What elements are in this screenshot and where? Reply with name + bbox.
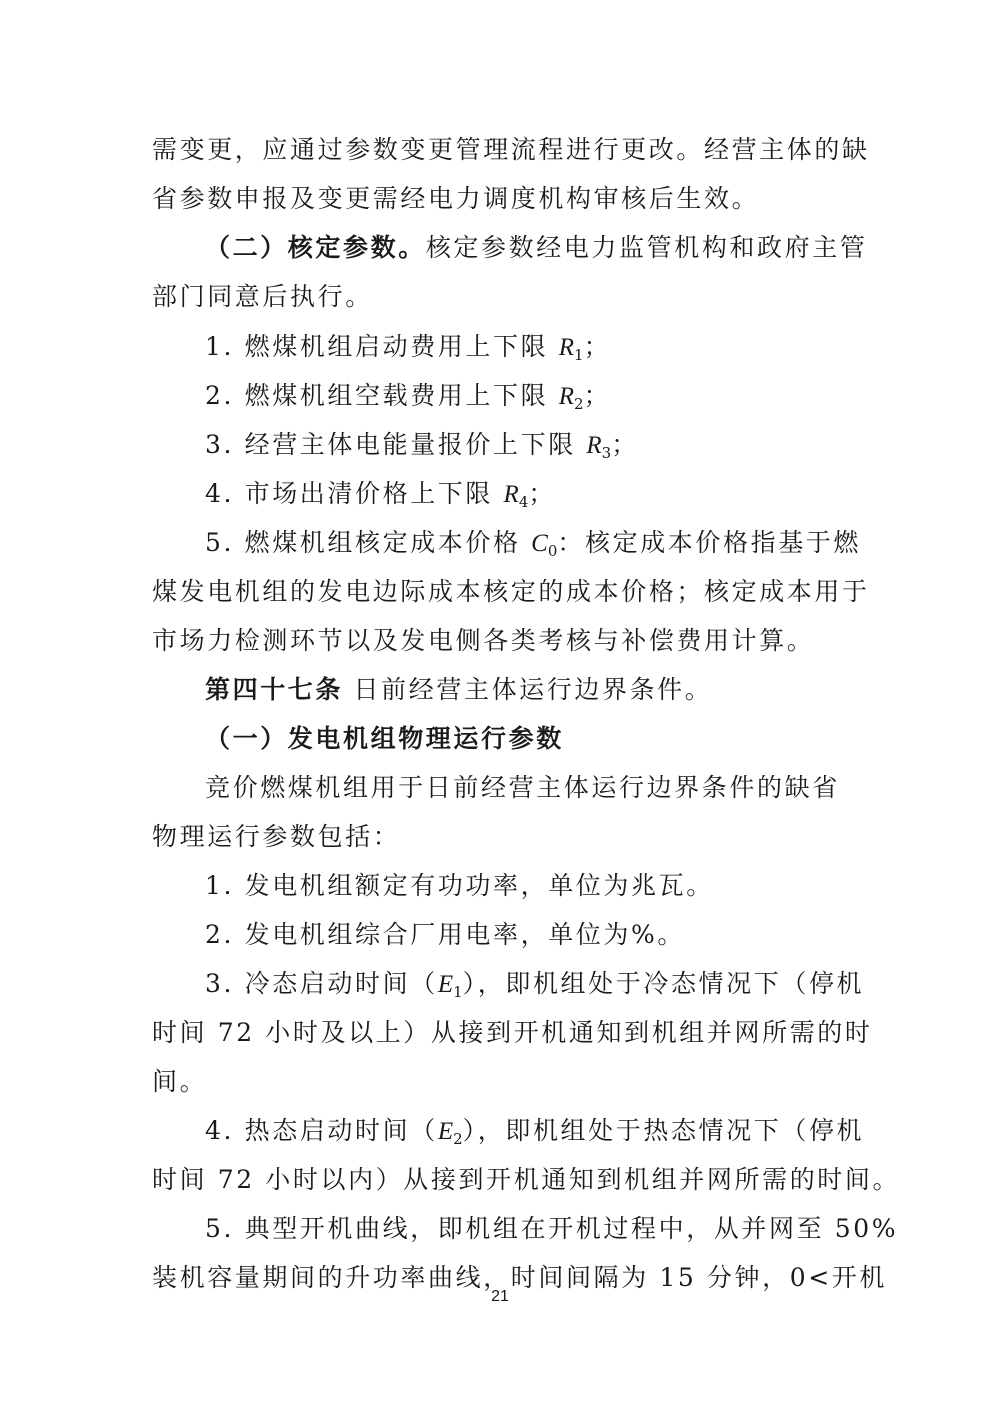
- subsection-heading: （一）发电机组物理运行参数: [205, 724, 564, 753]
- list-item: 5. 典型开机曲线，即机组在开机过程中，从并网至 50%: [205, 1214, 899, 1243]
- variable: R: [503, 481, 519, 508]
- list-item: [205, 378, 855, 422]
- text-line: 需变更，应通过参数变更管理流程进行更改。经营主体的缺: [152, 135, 870, 164]
- list-item-text: 3. 冷态启动时间（: [205, 969, 438, 998]
- article-heading: [205, 672, 855, 708]
- subscript: 3: [601, 444, 612, 462]
- list-item-text: ：核定成本价格指基于燃: [557, 528, 861, 557]
- text-line: 装机容量期间的升功率曲线，时间间隔为 15 分钟，0<开机: [152, 1263, 887, 1292]
- subscript: 0: [547, 542, 558, 560]
- section-text: 核定参数经电力监管机构和政府主管: [425, 233, 868, 262]
- text-line: 竞价燃煤机组用于日前经营主体运行边界条件的缺省: [205, 773, 840, 802]
- variable: R: [558, 383, 575, 410]
- list-item: [205, 476, 855, 520]
- subscript: 4: [518, 493, 529, 511]
- text-line: 省参数申报及变更需经电力调度机构审核后生效。: [152, 184, 760, 213]
- article-title: 第四十七条: [205, 675, 344, 704]
- list-item: [205, 1113, 865, 1157]
- list-item-text: 4. 热态启动时间（: [205, 1116, 438, 1145]
- subscript: 2: [453, 1130, 463, 1148]
- list-item: 1. 发电机组额定有功功率，单位为兆瓦。: [205, 871, 714, 900]
- page-number: 21: [491, 1288, 509, 1305]
- list-item-text: 5. 燃煤机组核定成本价格: [205, 528, 532, 557]
- punctuation: ；: [583, 332, 612, 361]
- list-item-text: 4. 市场出清价格上下限: [205, 479, 504, 508]
- subscript: 1: [574, 346, 584, 364]
- text-line: 物理运行参数包括：: [152, 822, 401, 851]
- list-item: 2. 发电机组综合厂用电率，单位为%。: [205, 920, 685, 949]
- list-item: [205, 329, 855, 373]
- article-text: 日前经营主体运行边界条件。: [343, 675, 713, 704]
- section-heading-line: [205, 230, 868, 266]
- text-line: 时间 72 小时以内）从接到开机通知到机组并网所需的时间。: [152, 1165, 901, 1194]
- punctuation: ；: [611, 430, 639, 459]
- text-line: 煤发电机组的发电边际成本核定的成本价格；核定成本用于: [152, 577, 870, 606]
- variable: R: [586, 432, 602, 459]
- punctuation: ；: [583, 381, 612, 410]
- list-item: [205, 427, 855, 471]
- text-line: 时间 72 小时及以上）从接到开机通知到机组并网所需的时: [152, 1018, 873, 1047]
- section-heading: （二）核定参数。: [205, 233, 426, 262]
- variable: E: [437, 971, 454, 998]
- list-item-text: 3. 经营主体电能量报价上下限: [205, 430, 587, 459]
- list-item: [205, 966, 865, 1010]
- text-line: 部门同意后执行。: [152, 282, 373, 311]
- list-item-text: 2. 燃煤机组空载费用上下限: [205, 381, 559, 410]
- variable: E: [437, 1118, 454, 1145]
- variable: R: [558, 334, 575, 361]
- list-item-text: 1. 燃煤机组启动费用上下限: [205, 332, 559, 361]
- punctuation: ；: [528, 479, 556, 508]
- text-line: 间。: [152, 1067, 208, 1096]
- list-item-text: ），即机组处于冷态情况下（停机: [462, 969, 865, 998]
- subscript: 2: [574, 395, 584, 413]
- list-item-text: ），即机组处于热态情况下（停机: [462, 1116, 865, 1145]
- text-line: 市场力检测环节以及发电侧各类考核与补偿费用计算。: [152, 626, 815, 655]
- subscript: 1: [453, 983, 463, 1001]
- list-item: [205, 525, 861, 569]
- variable: C: [531, 530, 548, 557]
